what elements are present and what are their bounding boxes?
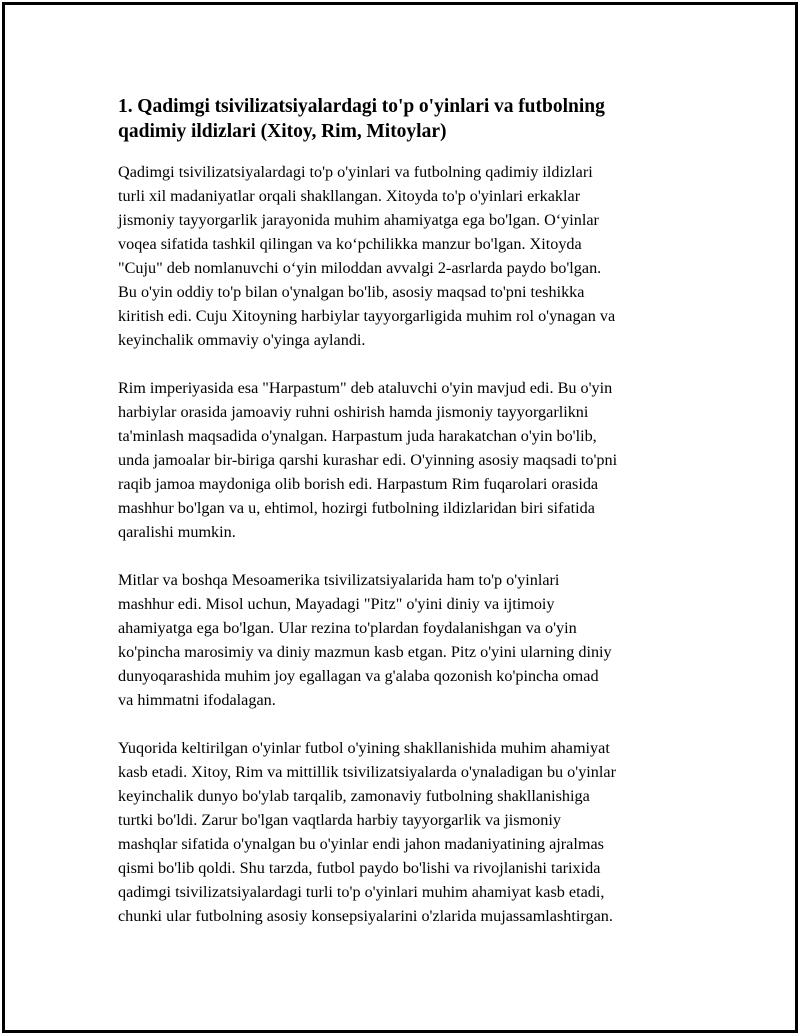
text-line: qaralishi mumkin. — [118, 523, 236, 541]
text-line: voqea sifatida tashkil qilingan va ko‘pchilikka manzur bo'lgan. Xitoyda — [118, 235, 582, 253]
heading-line: 1. Qadimgi tsivilizatsiyalardagi to'p o'yinlari va futbolning — [118, 96, 605, 117]
text-line: Mitlar va boshqa Mesoamerika tsivilizatsiyalarida ham to'p o'yinlari — [118, 571, 560, 589]
text-line: Qadimgi tsivilizatsiyalardagi to'p o'yinlari va futbolning qadimiy ildizlari — [118, 163, 593, 181]
text-line: Bu o'yin oddiy to'p bilan o'ynalgan bo'lib, asosiy maqsad to'pni teshikka — [118, 283, 585, 301]
text-line: qadimgi tsivilizatsiyalardagi turli to'p o'yinlari muhim ahamiyat kasb etadi, — [118, 883, 605, 901]
text-line: turtki bo'ldi. Zarur bo'lgan vaqtlarda harbiy tayyorgarlik va jismoniy — [118, 811, 561, 829]
text-line: ko'pincha marosimiy va diniy mazmun kasb etgan. Pitz o'yini ularning diniy — [118, 643, 612, 661]
text-line: "Cuju" deb nomlanuvchi o‘yin miloddan avvalgi 2-asrlarda paydo bo'lgan. — [118, 259, 602, 277]
text-line: Yuqorida keltirilgan o'yinlar futbol o'yining shakllanishida muhim ahamiyat — [118, 739, 610, 757]
text-line: harbiylar orasida jamoaviy ruhni oshirish hamda jismoniy tayyorgarlikni — [118, 403, 589, 421]
text-line: mashqlar sifatida o'ynalgan bu o'yinlar endi jahon madaniyatining ajralmas — [118, 835, 604, 853]
text-line: qismi bo'lib qoldi. Shu tarzda, futbol paydo bo'lishi va rivojlanishi tarixida — [118, 859, 601, 877]
text-line: ahamiyatga ega bo'lgan. Ular rezina to'plardan foydalanishgan va o'yin — [118, 619, 577, 637]
text-line: turli xil madaniyatlar orqali shakllangan. Xitoyda to'p o'yinlari erkaklar — [118, 187, 581, 205]
text-line: chunki ular futbolning asosiy konsepsiyalarini o'zlarida mujassamlashtirgan. — [118, 907, 613, 925]
text-line: ta'minlash maqsadida o'ynalgan. Harpastum juda harakatchan o'yin bo'lib, — [118, 427, 597, 445]
text-line: unda jamoalar bir-biriga qarshi kurashar edi. O'yinning asosiy maqsadi to'pni — [118, 451, 618, 469]
heading-line: qadimiy ildizlari (Xitoy, Rim, Mitoylar) — [118, 121, 447, 142]
text-line: kasb etadi. Xitoy, Rim va mittillik tsivilizatsiyalarda o'ynaladigan bu o'yinlar — [118, 763, 616, 781]
text-line: kiritish edi. Cuju Xitoyning harbiylar tayyorgarligida muhim rol o'ynagan va — [118, 307, 616, 325]
paragraph — [118, 568, 698, 712]
text-line: raqib jamoa maydoniga olib borish edi. Harpastum Rim fuqarolari orasida — [118, 475, 599, 493]
text-line: keyinchalik dunyo bo'ylab tarqalib, zamonaviy futbolning shakllanishiga — [118, 787, 590, 805]
text-line: mashhur bo'lgan va u, ehtimol, hozirgi futbolning ildizlaridan biri sifatida — [118, 499, 595, 517]
paragraph — [118, 736, 698, 928]
text-line: Rim imperiyasida esa "Harpastum" deb ataluvchi o'yin mavjud edi. Bu o'yin — [118, 379, 613, 397]
paragraph — [118, 160, 698, 352]
text-line: dunyoqarashida muhim joy egallagan va g'alaba qozonish ko'pincha omad — [118, 667, 599, 685]
text-line: mashhur edi. Misol uchun, Mayadagi "Pitz" o'yini diniy va ijtimoiy — [118, 595, 555, 613]
text-line: va himmatni ifodalagan. — [118, 691, 276, 709]
section-heading — [118, 94, 698, 144]
text-line: keyinchalik ommaviy o'yinga aylandi. — [118, 331, 366, 349]
paragraph-list — [118, 160, 698, 928]
text-line: jismoniy tayyorgarlik jarayonida muhim ahamiyatga ega bo'lgan. O‘yinlar — [118, 211, 599, 229]
document-body — [118, 94, 698, 928]
paragraph — [118, 376, 698, 544]
